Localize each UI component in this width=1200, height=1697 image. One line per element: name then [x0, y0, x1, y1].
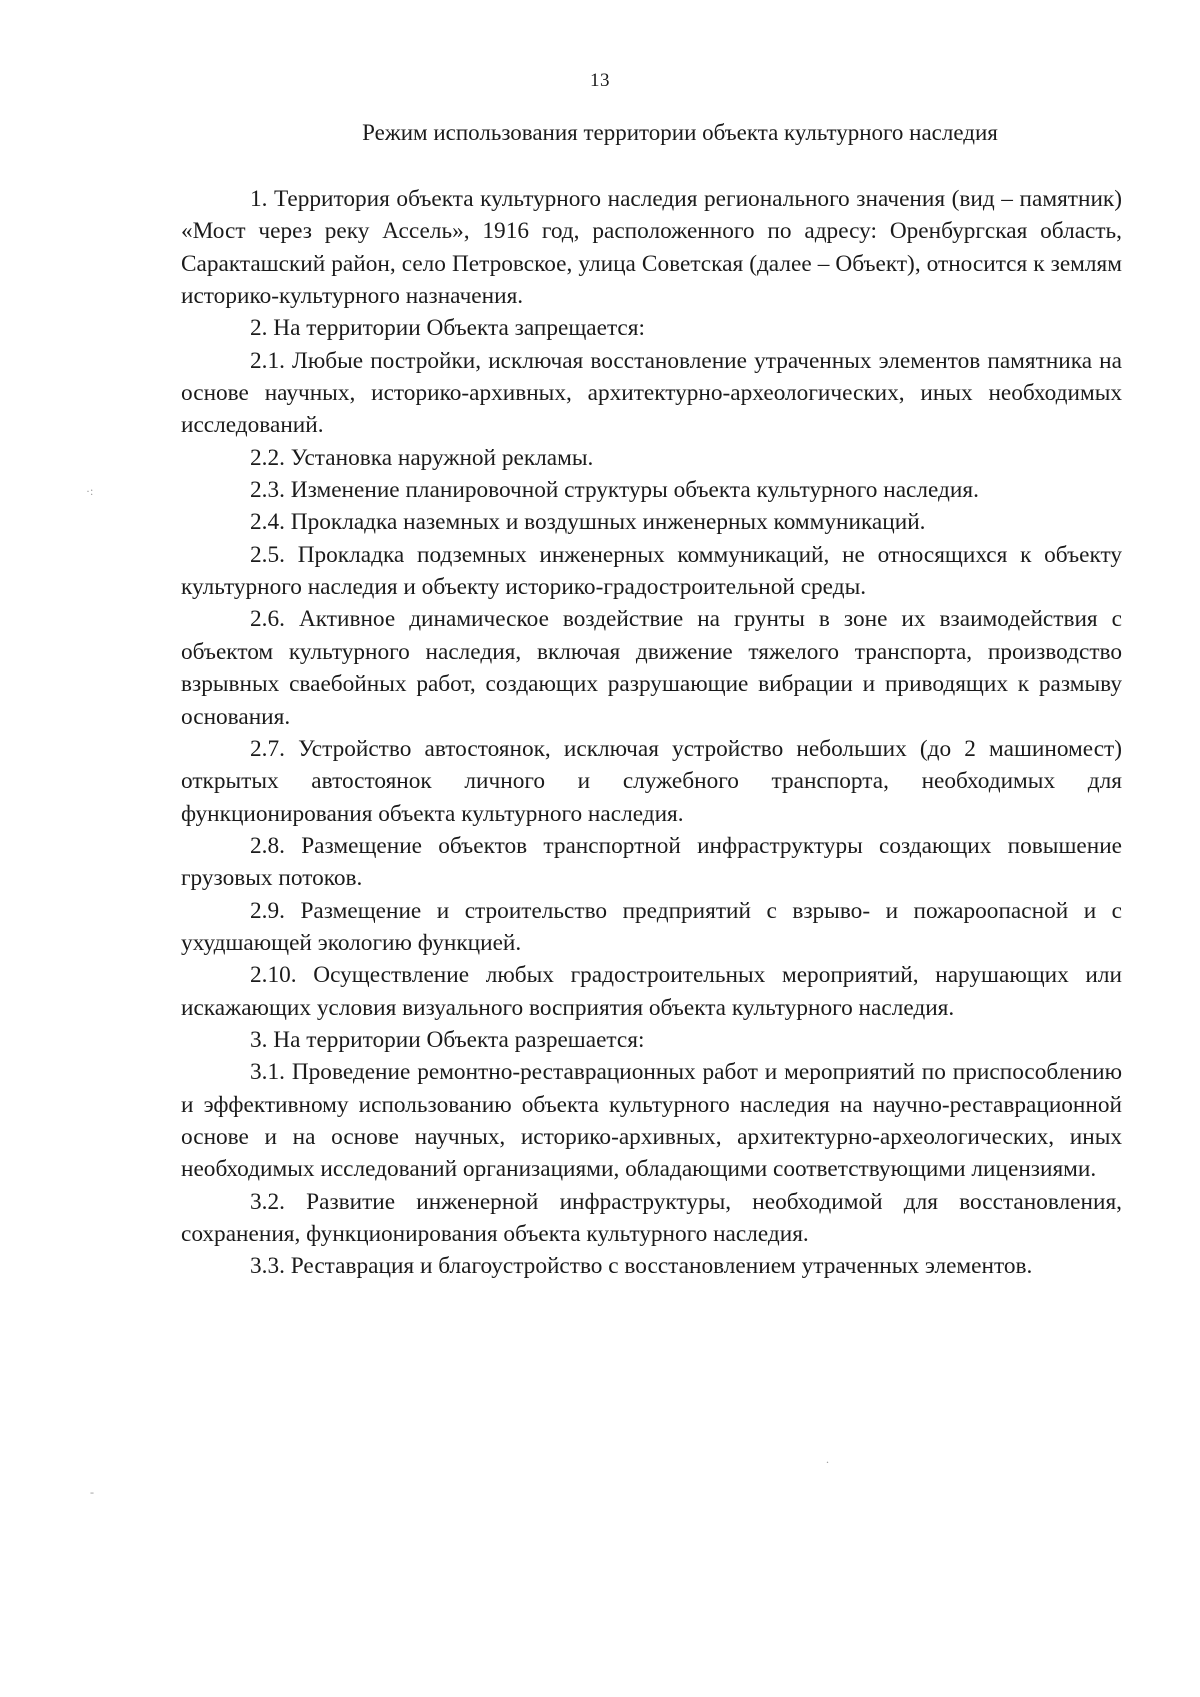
paragraph-1: 1. Территория объекта культурного наследия регионального значения (вид – памятник) «Мост через реку Ассель», 1916 год, расположенного по адресу: Оренбургская область, Саракташский район, село Петровское, улица Советская (далее – Объект), относится к землям историко-культурного назначения.	[181, 186, 1122, 310]
paragraph-2-9: 2.9. Размещение и строительство предприятий с взрыво- и пожароопасной и с ухудшающей экологию функцией.	[181, 897, 1122, 956]
paragraph-2-8: 2.8. Размещение объектов транспортной инфраструктуры создающих повышение грузовых потоков.	[181, 832, 1122, 892]
paragraph-3-3: 3.3. Реставрация и благоустройство с восстановлением утраченных элементов.	[250, 1253, 1033, 1280]
paragraph-3-2: 3.2. Развитие инженерной инфраструктуры, необходимой для восстановления, сохранения, функционирования объекта культурного наследия.	[181, 1188, 1122, 1247]
document-title: Режим использования территории объекта культурного наследия	[362, 120, 998, 145]
paragraph-2-6: 2.6. Активное динамическое воздействие на грунты в зоне их взаимодействия с объектом культурного наследия, включая движение тяжелого транспорта, производство взрывных сваебойных работ, создающих разрушающие вибрации и приводящих к размыву основания.	[181, 606, 1122, 730]
document-body	[181, 183, 1122, 1283]
scan-speck: -	[90, 1485, 94, 1499]
paragraph-2: 2. На территории Объекта запрещается:	[250, 315, 645, 342]
scan-speck: .	[826, 1452, 829, 1466]
paragraph-3-1: 3.1. Проведение ремонтно-реставрационных работ и мероприятий по приспособлению и эффективному использованию объекта культурного наследия на научно-реставрационной основе и на основе научных, историко-архивных, архитектурно-археологических, иных необходимых исследований организациями, обладающими соответствующими лицензиями.	[181, 1059, 1122, 1183]
paragraph-2-7: 2.7. Устройство автостоянок, исключая устройство небольших (до 2 машиномест) открытых автостоянок личного и служебного транспорта, необходимых для функционирования объекта культурного наследия.	[181, 735, 1122, 827]
scan-speck: ·:	[86, 484, 94, 498]
paragraph-2-5: 2.5. Прокладка подземных инженерных коммуникаций, не относящихся к объекту культурного наследия и объекту историко-градостроительной среды.	[181, 541, 1122, 601]
paragraph-2-2: 2.2. Установка наружной рекламы.	[250, 444, 594, 471]
paragraph-2-3: 2.3. Изменение планировочной структуры объекта культурного наследия.	[250, 477, 979, 504]
paragraph-2-10: 2.10. Осуществление любых градостроительных мероприятий, нарушающих или искажающих условия визуального восприятия объекта культурного наследия.	[181, 962, 1122, 1021]
paragraph-2-4: 2.4. Прокладка наземных и воздушных инженерных коммуникаций.	[250, 509, 926, 536]
paragraph-3: 3. На территории Объекта разрешается:	[250, 1026, 645, 1053]
paragraph-2-1: 2.1. Любые постройки, исключая восстановление утраченных элементов памятника на основе научных, историко-архивных, архитектурно-археологических, иных необходимых исследований.	[181, 347, 1122, 439]
page-number: 13	[590, 70, 610, 91]
